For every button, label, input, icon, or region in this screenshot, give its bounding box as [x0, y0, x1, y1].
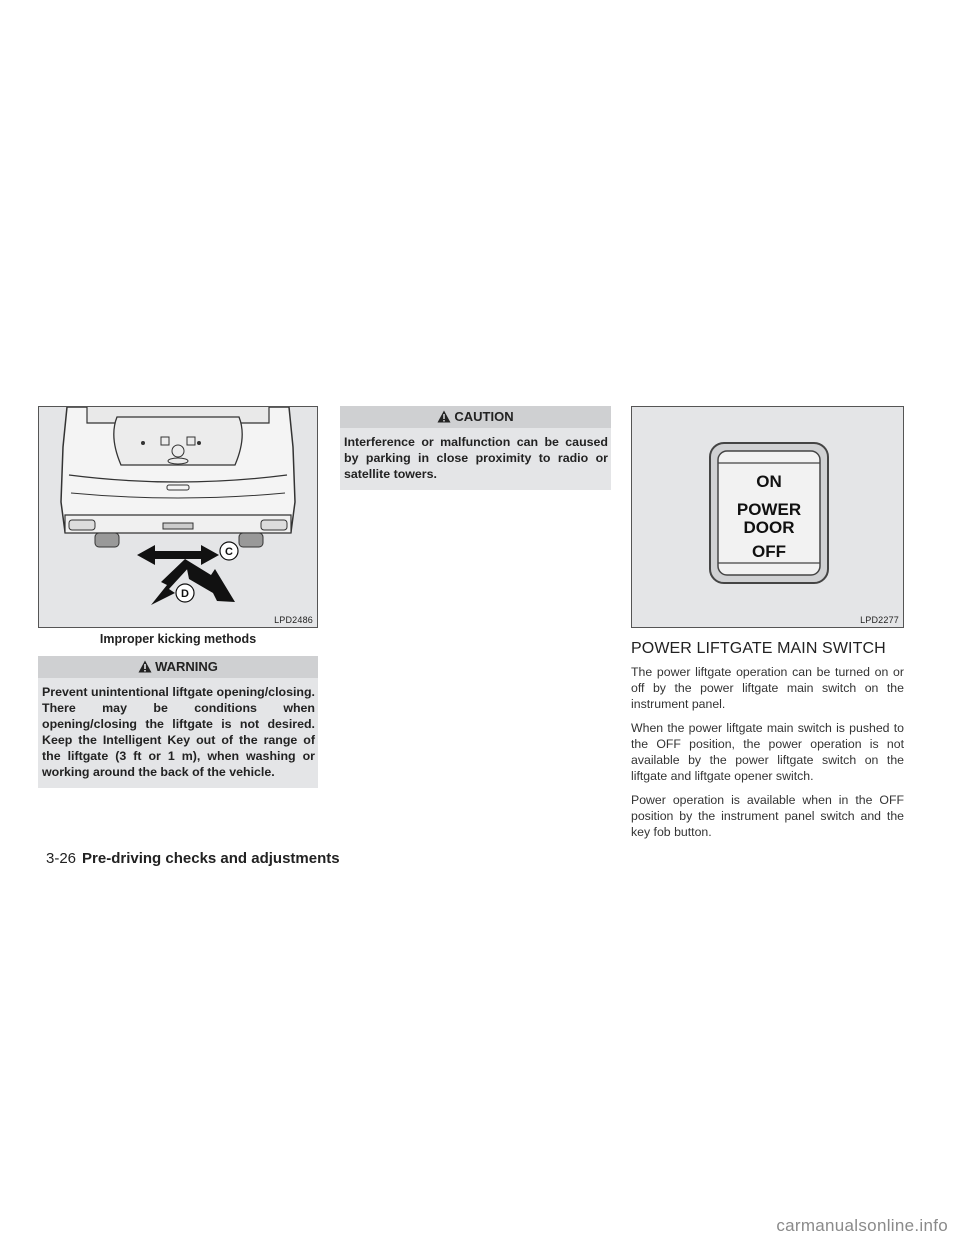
paragraph: When the power liftgate main switch is pushed to the OFF position, the power operation is not available by the power liftgate switch on the liftgate and liftgate opener switch.	[631, 721, 904, 783]
switch-label-on: ON	[756, 472, 782, 491]
switch-label-off: OFF	[752, 542, 786, 561]
caution-title: CAUTION	[454, 409, 514, 424]
right-column	[631, 406, 904, 848]
switch-label-door: DOOR	[743, 518, 795, 537]
section-title: POWER LIFTGATE MAIN SWITCH	[631, 640, 886, 657]
warning-triangle-icon	[437, 410, 451, 423]
warning-header	[38, 656, 318, 678]
figure-caption: Improper kicking methods	[99, 632, 257, 646]
figure-code: LPD2277	[860, 615, 899, 625]
caution-header	[340, 406, 611, 428]
label-c: C	[225, 546, 233, 558]
vehicle-rear-illustration	[39, 407, 317, 627]
warning-triangle-icon	[138, 660, 152, 673]
power-door-switch-illustration	[632, 407, 903, 627]
warning-title: WARNING	[155, 659, 218, 674]
warning-box	[38, 656, 318, 788]
label-d: D	[181, 588, 189, 600]
caution-text: Interference or malfunction can be caused by parking in close proximity to radio or satellite towers.	[344, 435, 608, 481]
left-column	[38, 406, 318, 788]
power-door-switch-figure	[631, 406, 904, 628]
chapter-title: Pre-driving checks and adjustments	[82, 850, 340, 867]
switch-label-power: POWER	[736, 500, 802, 519]
page-number: 3-26	[46, 850, 77, 867]
paragraph: The power liftgate operation can be turned on or off by the power liftgate main switch on the instrument panel.	[631, 665, 904, 711]
middle-column	[340, 406, 611, 490]
figure-code: LPD2486	[274, 615, 313, 625]
watermark: carmanualsonline.info	[776, 1216, 948, 1235]
warning-text: Prevent unintentional liftgate opening/closing. There may be conditions when opening/closing the liftgate is not desired. Keep the Intelligent Key out of the range of the liftgate (3 ft or 1 m), when washing or working around the back of the vehicle.	[42, 685, 315, 779]
improper-kicking-figure	[38, 406, 318, 628]
page-footer	[46, 850, 340, 867]
caution-box	[340, 406, 611, 490]
paragraph: Power operation is available when in the OFF position by the instrument panel switch and the key fob button.	[631, 793, 904, 839]
